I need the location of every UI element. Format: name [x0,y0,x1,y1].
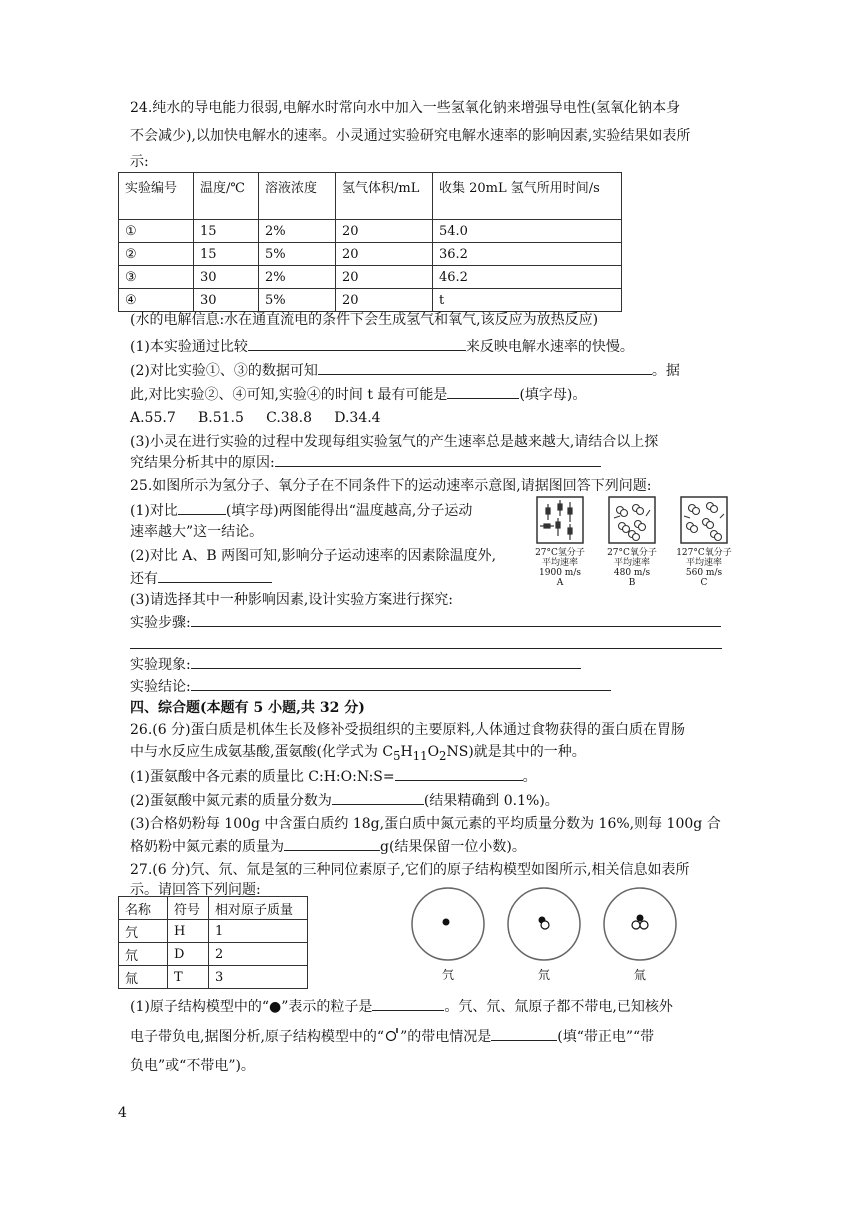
q27-atom-models [408,884,708,984]
table-header-cell: 实验编号 [119,173,194,220]
q25-steps [130,612,721,633]
q27-q2-text-a: 电子带负电,据图分析,原子结构模型中的“ [130,1029,385,1045]
q25-phenomenon-blank[interactable] [191,654,581,669]
protium-label: 氕 [441,968,454,982]
q25-phenomenon [130,654,581,675]
q27-question1 [130,996,673,1017]
q24-question2 [130,360,680,381]
q26-q1-answer-blank[interactable] [395,766,523,781]
q25-steps-line2-blank[interactable] [130,648,722,649]
table-row [119,943,308,966]
formula-h: H [400,744,413,760]
q25-conclusion-label: 实验结论: [130,679,191,695]
figure-a-caption-line3: 1900 m/s [539,568,581,578]
table-cell: T [168,966,209,989]
table-cell: ④ [119,289,194,312]
figure-a-letter: A [556,578,564,588]
table-cell: 15 [194,243,259,266]
q25-q2-answer-blank[interactable] [158,568,272,583]
table-cell: 氚 [119,966,168,989]
q26-question1 [130,766,537,787]
figure-c [674,496,734,588]
protium-atom-icon [408,884,488,964]
table-cell: 5% [259,243,336,266]
q25-question2: (2)对比 A、B 两图可知,影响分子运动速率的因素除温度外, [130,548,497,564]
q25-phenomenon-label: 实验现象: [130,657,191,673]
page-number: 4 [118,1105,127,1121]
table-cell: 30 [194,289,259,312]
q24-intro-line3: 示: [130,154,149,170]
q27-question2-line2: 负电”或“不带电”)。 [130,1058,255,1074]
q26-intro-line1: 26.(6 分)蛋白质是机体生长及修补受损组织的主要原料,人体通过食物获得的蛋白质在胃肠 [130,722,685,738]
q24-question1 [130,336,634,357]
q24-q1-text-a: (1)本实验通过比较 [130,339,248,355]
q24-q3-answer-blank[interactable] [275,452,601,467]
table-cell: t [433,289,622,312]
q24-question3-line2 [130,452,601,473]
figure-b-caption-line1: 27°C氧分子 [607,548,657,558]
q24-note: (水的电解信息:水在通直流电的条件下会生成氢气和氧气,该反应为放热反应) [130,312,599,328]
table-cell: 2% [259,266,336,289]
q27-q2-answer-blank[interactable] [491,1026,557,1041]
table-cell: 30 [194,266,259,289]
q24-q2-text-a: (2)对比实验①、③的数据可知 [130,363,318,379]
q27-intro-line2: 示。请回答下列问题: [130,882,261,898]
q26-q1-text-a: (1)蛋氨酸中各元素的质量比 C:H:O:N:S= [130,769,395,785]
q25-question1 [130,500,472,521]
q26-q3-text-c: g(结果保留一位小数)。 [380,839,526,855]
q26-q3-answer-blank[interactable] [284,836,380,851]
table-header-cell: 收集 20mL 氢气所用时间/s [433,173,622,220]
oxygen-molecules-icon [608,496,656,544]
table-header-row [119,897,308,920]
q25-q1-answer-blank[interactable] [178,500,226,515]
q26-intro-text-b: NS)就是其中的一种。 [446,744,586,760]
q25-question3: (3)请选择其中一种影响因素,设计实验方案进行探究: [130,592,453,608]
table-header-cell: 溶液浓度 [259,173,336,220]
table-cell: 20 [336,220,433,243]
q25-intro: 25.如图所示为氢分子、氧分子在不同条件下的运动速率示意图,请据图回答下列问题: [130,478,652,494]
table-cell: 15 [194,220,259,243]
q24-q1-text-b: 来反映电解水速率的快慢。 [465,339,634,355]
q24-q2-text-b: 。据 [651,363,680,379]
tritium-label: 氚 [633,968,646,982]
q24-intro-line2: 不会减少),以加快电解水的速率。小灵通过实验研究电解水速率的影响因素,实验结果如表所 [130,128,691,144]
figure-c-caption-line1: 127°C氧分子 [676,548,732,558]
table-header-cell: 符号 [168,897,209,920]
table-row [119,289,622,312]
figure-a-caption-line1: 27°C氢分子 [535,548,585,558]
table-row [119,220,622,243]
q26-question2 [130,790,559,811]
neutron-symbol-icon [384,1027,400,1043]
q25-molecule-figures [522,496,742,596]
deuterium-label: 氘 [537,968,550,982]
q25-q2-text-b: 还有 [130,571,158,587]
table-cell: 20 [336,266,433,289]
q26-q2-answer-blank[interactable] [332,790,424,805]
tritium-atom-icon [600,884,680,964]
q26-q2-text-a: (2)蛋氨酸中氮元素的质量分数为 [130,793,332,809]
table-row [119,243,622,266]
protium-model [408,884,488,982]
table-cell: ③ [119,266,194,289]
q25-conclusion [130,676,611,697]
figure-a [530,496,590,588]
q27-q1-text-a: (1)原子结构模型中的“●”表示的粒子是 [130,999,373,1015]
table-cell: 氘 [119,943,168,966]
hydrogen-molecules-icon [536,496,584,544]
q25-question1-line2: 速率越大”这一结论。 [130,524,264,540]
table-cell: 3 [209,966,308,989]
q24-q2-text-c: 此,对比实验②、④可知,实验④的时间 t 最有可能是 [130,387,448,403]
q26-q2-text-b: (结果精确到 0.1%)。 [423,793,559,809]
table-cell: 2 [209,943,308,966]
q24-intro-line1: 24.纯水的导电能力很弱,电解水时常向水中加入一些氢氧化钠来增强导电性(氢氧化钠本身 [130,100,681,116]
formula-o: O [427,744,440,760]
q25-steps-label: 实验步骤: [130,615,191,631]
q26-q1-text-b: 。 [522,769,537,785]
table-cell: 2% [259,220,336,243]
q25-q1-text-a: (1)对比 [130,503,178,519]
q24-question3: (3)小灵在进行实验的过程中发现每组实验氢气的产生速率总是越来越大,请结合以上探 [130,434,659,450]
figure-b [602,496,662,588]
figure-c-caption-line3: 560 m/s [685,568,723,578]
subscript-5: 5 [393,748,401,763]
figure-c-letter: C [700,578,708,588]
q27-question2 [130,1026,654,1047]
table-cell: H [168,920,209,943]
table-cell: 1 [209,920,308,943]
table-header-cell: 名称 [119,897,168,920]
q25-question2-line2 [130,568,272,589]
q26-intro-line2 [130,742,586,766]
table-header-row [119,173,622,220]
q25-conclusion-blank[interactable] [191,676,611,691]
q27-isotope-table [118,896,308,989]
table-row [119,920,308,943]
table-header-cell: 温度/℃ [194,173,259,220]
table-cell: 5% [259,289,336,312]
q24-q2-text-d: (填字母)。 [519,387,587,403]
q26-question3-line2 [130,836,526,857]
q24-options: A.55.7 B.51.5 C.38.8 D.34.4 [130,410,381,426]
q24-q2-answer-blank[interactable] [318,360,652,375]
table-header-cell: 相对原子质量 [209,897,308,920]
q25-q1-text-b: (填字母)两图能得出“温度越高,分子运动 [225,503,473,519]
table-cell: 54.0 [433,220,622,243]
table-cell: D [168,943,209,966]
table-cell: 36.2 [433,243,622,266]
q25-steps-blank[interactable] [191,612,721,627]
section-4-heading: 四、综合题(本题有 5 小题,共 32 分) [130,700,365,716]
q27-q2-text-b: ”的带电情况是 [400,1029,492,1045]
q26-question3: (3)合格奶粉每 100g 中含蛋白质约 18g,蛋白质中氮元素的平均质量分数为 16%,则每 100g 合 [130,816,721,832]
q24-results-table [118,172,622,312]
q24-question2-line2 [130,384,586,405]
q24-q3-text-b: 究结果分析其中的原因: [130,455,275,471]
figure-c-caption-line2: 平均速率 [685,558,722,568]
table-cell: ① [119,220,194,243]
table-cell: ② [119,243,194,266]
tritium-model [600,884,680,982]
deuterium-atom-icon [504,884,584,964]
table-row [119,266,622,289]
subscript-11: 11 [412,748,428,763]
deuterium-model [504,884,584,982]
table-cell: 46.2 [433,266,622,289]
oxygen-molecules-hot-icon [680,496,728,544]
table-row [119,966,308,989]
q26-q3-text-b: 格奶粉中氮元素的质量为 [130,839,284,855]
q27-q2-text-c: (填“带正电”“带 [557,1029,655,1045]
figure-b-caption-line3: 480 m/s [613,568,651,578]
table-cell: 20 [336,243,433,266]
figure-b-letter: B [628,578,636,588]
q26-intro-text-a: 中与水反应生成氨基酸,蛋氨酸(化学式为 C [130,744,394,760]
q24-q2-choice-blank[interactable] [447,384,519,399]
subscript-2: 2 [439,748,447,763]
q27-q1-answer-blank[interactable] [372,996,444,1011]
figure-b-caption-line2: 平均速率 [613,558,650,568]
table-cell: 20 [336,289,433,312]
table-header-cell: 氢气体积/mL [336,173,433,220]
table-cell: 氕 [119,920,168,943]
q24-q1-answer-blank[interactable] [248,336,466,351]
q27-q1-text-b: 。氕、氘、氚原子都不带电,已知核外 [444,999,673,1015]
q27-intro-line1: 27.(6 分)氕、氘、氚是氢的三种同位素原子,它们的原子结构模型如图所示,相关信息如表所 [130,862,690,878]
figure-a-caption-line2: 平均速率 [541,558,578,568]
